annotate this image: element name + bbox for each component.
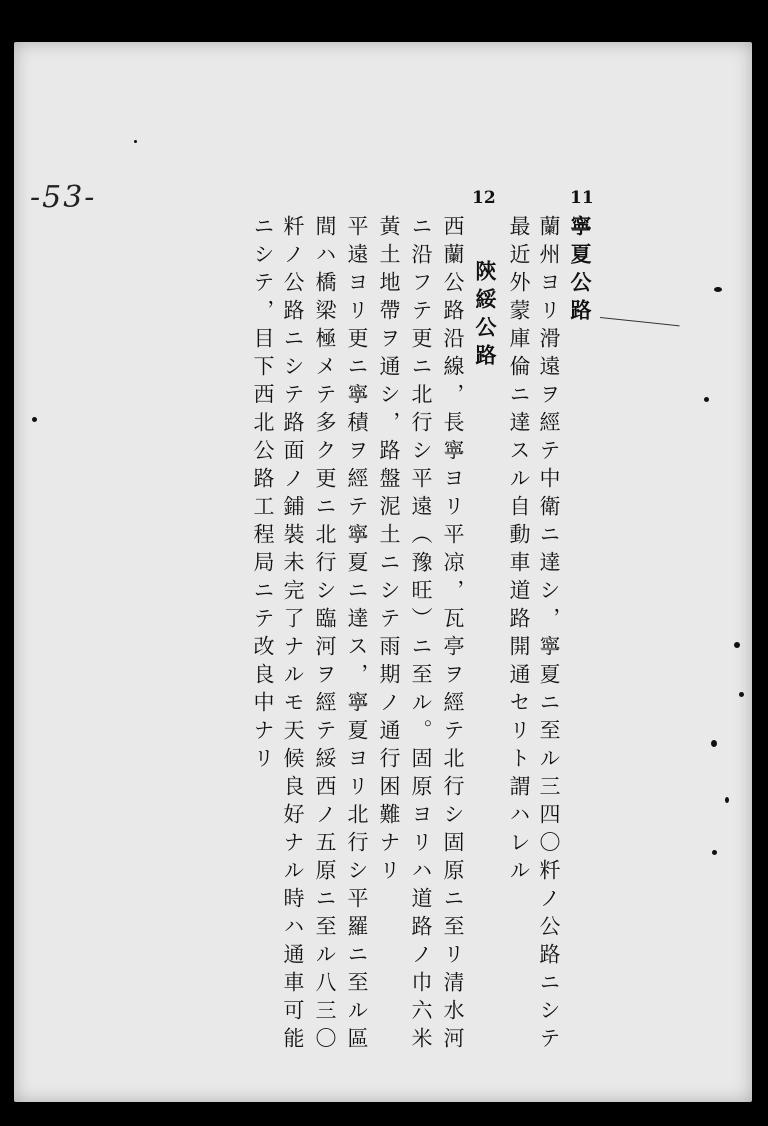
ink-speck — [32, 417, 37, 422]
page-number: -53- — [30, 180, 97, 215]
text-line: 間ハ橋梁極メテ多ク更ニ北行シ臨河ヲ經テ綏西ノ五原ニ至ル八三〇 — [313, 215, 337, 1055]
ink-speck — [704, 397, 709, 402]
text-line: 黃土地帶ヲ通シ，路盤泥土ニシテ雨期ノ通行困難ナリ — [377, 215, 401, 887]
section-heading: 寧夏公路 — [568, 215, 593, 327]
ink-speck — [725, 797, 729, 803]
ink-speck — [714, 287, 722, 292]
text-line: ニ沿フテ更ニ北行シ平遠（豫旺）ニ至ル。固原ヨリハ道路ノ巾六米 — [409, 215, 433, 1055]
ink-speck — [134, 140, 137, 143]
text-line: ニシテ，目下西北公路工程局ニテ改良中ナリ — [251, 215, 275, 775]
text-line: 西蘭公路沿線，長寧ヨリ平凉，瓦亭ヲ經テ北行シ固原ニ至リ清水河 — [441, 215, 465, 1055]
ink-speck — [711, 740, 717, 747]
section-heading: 陝綏公路 — [473, 260, 498, 372]
ink-speck — [734, 642, 740, 648]
text-line: 平遠ヨリ更ニ寧積ヲ經テ寧夏ニ達ス，寧夏ヨリ北行シ平羅ニ至ル區 — [345, 215, 369, 1055]
ink-speck — [712, 850, 717, 855]
section-number: 11 — [570, 188, 594, 208]
ink-speck — [739, 692, 744, 697]
text-line: 最近外蒙庫倫ニ達スル自動車道路開通セリト謂ハレル — [507, 215, 531, 887]
text-line: 蘭州ヨリ滑遠ヲ經テ中衛ニ達シ，寧夏ニ至ル三四〇粁ノ公路ニシテ — [537, 215, 561, 1055]
section-number: 12 — [472, 188, 496, 208]
text-line: 粁ノ公路ニシテ路面ノ鋪裝未完了ナルモ天候良好ナル時ハ通車可能 — [281, 215, 305, 1055]
